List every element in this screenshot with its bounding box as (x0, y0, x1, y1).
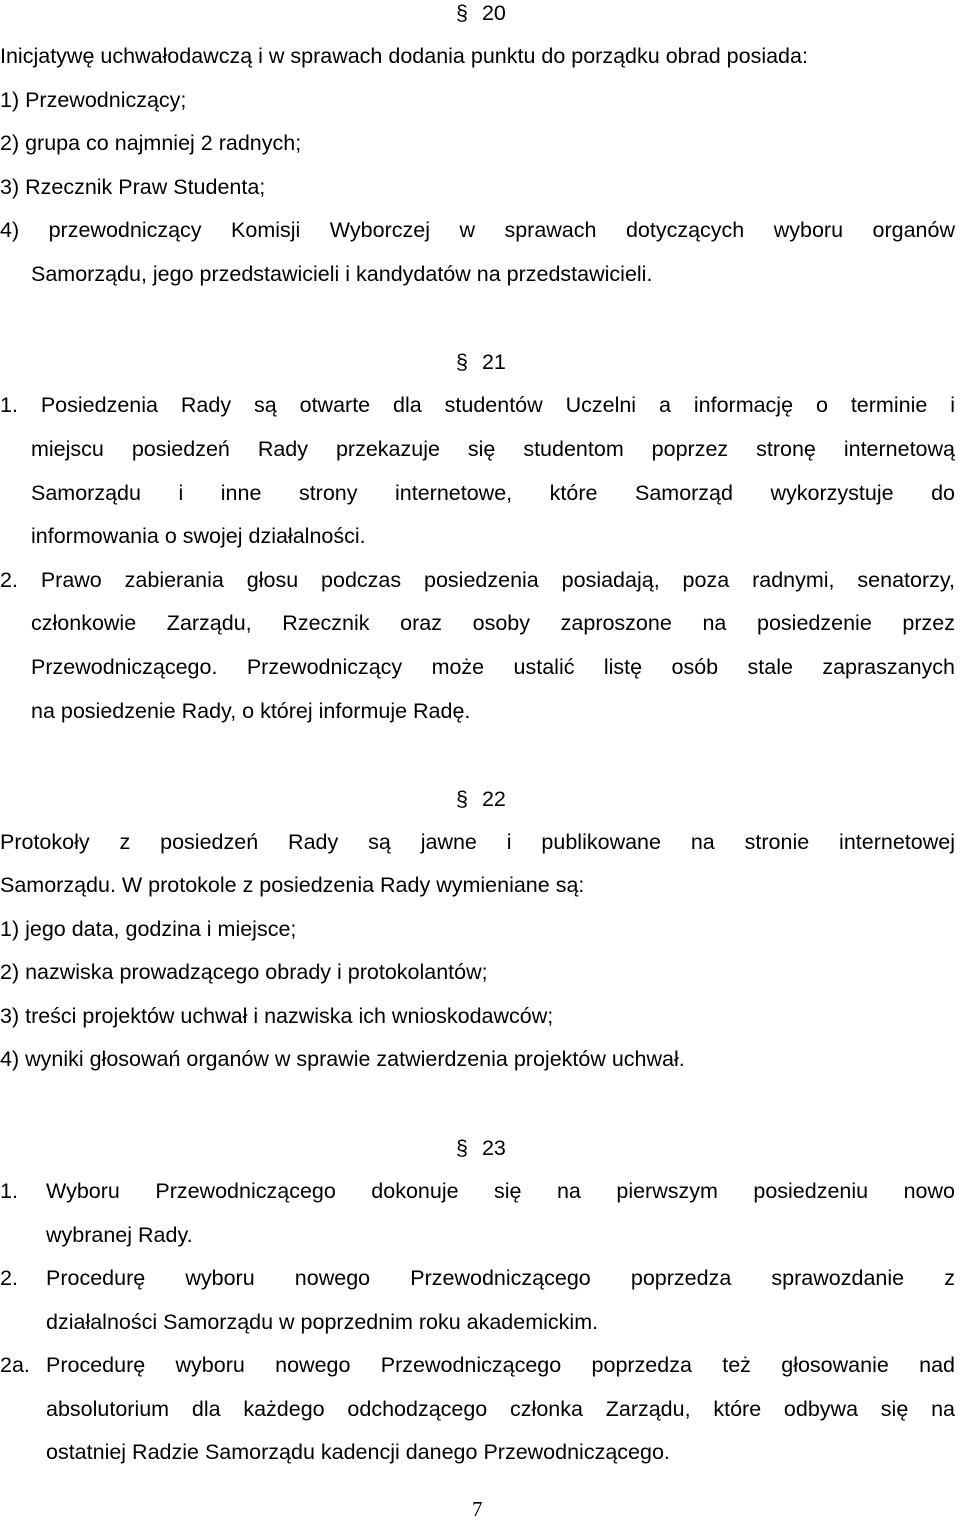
paragraph-line: informowania o swojej działalności. (31, 524, 366, 548)
list-item: 3) treści projektów uchwał i nazwiska ich wnioskodawców; (0, 1004, 554, 1028)
list-item-continuation: wybranej Rady. (46, 1223, 193, 1247)
paragraph-line: 1. Posiedzenia Rady są otwarte dla studentów Uczelni a informację o terminie i (0, 393, 955, 417)
list-number: 2. (0, 1266, 18, 1290)
page-number: 7 (472, 1497, 483, 1521)
list-item: 2) nazwiska prowadzącego obrady i protokolantów; (0, 960, 488, 984)
paragraph-line: Samorządu i inne strony internetowe, które Samorząd wykorzystuje do (31, 481, 955, 505)
list-item-continuation: Samorządu, jego przedstawicieli i kandydatów na przedstawicieli. (31, 262, 653, 286)
paragraph-line: Protokoły z posiedzeń Rady są jawne i publikowane na stronie internetowej (0, 830, 955, 854)
list-number: 1. (0, 1179, 18, 1203)
list-number: 2a. (0, 1353, 30, 1377)
list-item-continuation: ostatniej Radzie Samorządu kadencji danego Przewodniczącego. (46, 1440, 670, 1464)
section-number: 20 (481, 1, 506, 25)
section-heading-22 (456, 786, 506, 812)
list-item: 2) grupa co najmniej 2 radnych; (0, 131, 302, 155)
section-number: 23 (481, 1136, 506, 1160)
paragraph-line: Samorządu. W protokole z posiedzenia Rady wymieniane są: (0, 873, 585, 897)
section-sign: § (456, 787, 468, 811)
section-sign: § (456, 1136, 468, 1160)
section-number: 22 (481, 787, 506, 811)
section-heading-21 (456, 349, 506, 375)
paragraph-line: miejscu posiedzeń Rady przekazuje się studentom poprzez stronę internetową (31, 437, 955, 461)
paragraph-line: na posiedzenie Rady, o której informuje Radę. (31, 699, 471, 723)
section-sign: § (456, 1, 468, 25)
list-item: Procedurę wyboru nowego Przewodniczącego poprzedza sprawozdanie z (46, 1266, 955, 1290)
list-item: Wyboru Przewodniczącego dokonuje się na pierwszym posiedzeniu nowo (46, 1179, 955, 1203)
list-item: 4) przewodniczący Komisji Wyborczej w sprawach dotyczących wyboru organów (0, 218, 955, 242)
paragraph-line: członkowie Zarządu, Rzecznik oraz osoby zaproszone na posiedzenie przez (31, 611, 955, 635)
list-item: 4) wyniki głosowań organów w sprawie zatwierdzenia projektów uchwał. (0, 1047, 685, 1071)
list-item: 3) Rzecznik Praw Studenta; (0, 175, 266, 199)
list-item: 1) jego data, godzina i miejsce; (0, 917, 297, 941)
paragraph-line: Inicjatywę uchwałodawczą i w sprawach dodania punktu do porządku obrad posiada: (0, 44, 808, 68)
list-item: 1) Przewodniczący; (0, 88, 187, 112)
section-number: 21 (481, 350, 506, 374)
paragraph-line: Przewodniczącego. Przewodniczący może ustalić listę osób stale zapraszanych (31, 655, 955, 679)
list-item: Procedurę wyboru nowego Przewodniczącego poprzedza też głosowanie nad (46, 1353, 955, 1377)
section-heading-20 (456, 0, 506, 26)
paragraph-line: 2. Prawo zabierania głosu podczas posiedzenia posiadają, poza radnymi, senatorzy, (0, 568, 955, 592)
section-sign: § (456, 350, 468, 374)
list-item-continuation: działalności Samorządu w poprzednim roku akademickim. (46, 1310, 599, 1334)
section-heading-23 (456, 1135, 506, 1161)
list-item-continuation: absolutorium dla każdego odchodzącego członka Zarządu, które odbywa się na (46, 1397, 955, 1421)
